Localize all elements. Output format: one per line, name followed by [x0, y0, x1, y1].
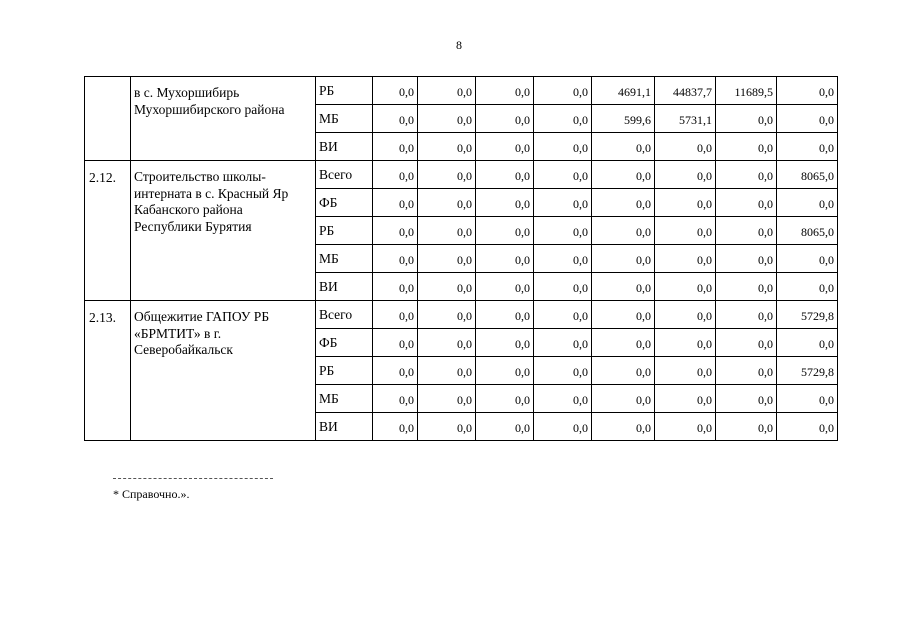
value-cell: 0,0 [373, 133, 418, 161]
funding-source: МБ [316, 105, 373, 133]
value-cell: 0,0 [716, 217, 777, 245]
value-cell: 0,0 [655, 385, 716, 413]
value-cell: 599,6 [592, 105, 655, 133]
value-cell: 0,0 [534, 329, 592, 357]
value-cell: 0,0 [476, 413, 534, 441]
funding-source: Всего [316, 161, 373, 189]
value-cell: 0,0 [418, 217, 476, 245]
value-cell: 0,0 [418, 133, 476, 161]
value-cell: 0,0 [373, 77, 418, 105]
value-cell: 0,0 [373, 413, 418, 441]
funding-source: МБ [316, 245, 373, 273]
value-cell: 0,0 [655, 357, 716, 385]
value-cell: 0,0 [534, 161, 592, 189]
value-cell: 0,0 [777, 189, 838, 217]
funding-source: РБ [316, 357, 373, 385]
value-cell: 8065,0 [777, 217, 838, 245]
value-cell: 0,0 [476, 189, 534, 217]
value-cell: 0,0 [716, 273, 777, 301]
value-cell: 0,0 [716, 245, 777, 273]
value-cell: 0,0 [418, 357, 476, 385]
value-cell: 0,0 [476, 217, 534, 245]
value-cell: 0,0 [716, 105, 777, 133]
funding-source: РБ [316, 217, 373, 245]
value-cell: 0,0 [777, 245, 838, 273]
value-cell: 0,0 [716, 133, 777, 161]
value-cell: 0,0 [777, 273, 838, 301]
value-cell: 0,0 [592, 301, 655, 329]
item-name: в с. Мухоршибирь Мухоршибирского района [131, 77, 316, 161]
funding-source: ВИ [316, 413, 373, 441]
value-cell: 0,0 [534, 301, 592, 329]
value-cell: 0,0 [777, 77, 838, 105]
value-cell: 5729,8 [777, 357, 838, 385]
value-cell: 0,0 [418, 161, 476, 189]
value-cell: 4691,1 [592, 77, 655, 105]
value-cell: 0,0 [373, 189, 418, 217]
value-cell: 0,0 [476, 245, 534, 273]
funding-source: МБ [316, 385, 373, 413]
funding-source: ВИ [316, 133, 373, 161]
value-cell: 0,0 [592, 357, 655, 385]
value-cell: 0,0 [655, 273, 716, 301]
value-cell: 0,0 [655, 189, 716, 217]
page-number: 8 [456, 38, 462, 52]
item-code: 2.12. [85, 161, 131, 301]
funding-table [84, 76, 838, 441]
item-name: Строительство школы-интерната в с. Красный Яр Кабанского района Республики Бурятия [131, 161, 316, 301]
value-cell: 0,0 [373, 105, 418, 133]
value-cell: 0,0 [373, 161, 418, 189]
value-cell: 0,0 [476, 77, 534, 105]
table-row [85, 301, 838, 329]
value-cell: 0,0 [418, 385, 476, 413]
value-cell: 0,0 [716, 329, 777, 357]
item-name: Общежитие ГАПОУ РБ «БРМТИТ» в г. Северобайкальск [131, 301, 316, 441]
funding-source: РБ [316, 77, 373, 105]
value-cell: 0,0 [716, 385, 777, 413]
value-cell: 0,0 [655, 245, 716, 273]
value-cell: 0,0 [534, 189, 592, 217]
value-cell: 0,0 [592, 189, 655, 217]
table-row [85, 161, 838, 189]
value-cell: 0,0 [655, 217, 716, 245]
value-cell: 11689,5 [716, 77, 777, 105]
value-cell: 0,0 [716, 161, 777, 189]
value-cell: 0,0 [777, 413, 838, 441]
value-cell: 0,0 [592, 217, 655, 245]
value-cell: 0,0 [476, 133, 534, 161]
value-cell: 0,0 [418, 105, 476, 133]
value-cell: 0,0 [534, 245, 592, 273]
value-cell: 0,0 [418, 273, 476, 301]
table-row [85, 77, 838, 105]
value-cell: 0,0 [373, 217, 418, 245]
value-cell: 0,0 [418, 77, 476, 105]
value-cell: 0,0 [476, 161, 534, 189]
value-cell: 0,0 [373, 301, 418, 329]
funding-source: ФБ [316, 329, 373, 357]
value-cell: 0,0 [716, 301, 777, 329]
value-cell: 0,0 [592, 161, 655, 189]
funding-source: Всего [316, 301, 373, 329]
value-cell: 0,0 [476, 301, 534, 329]
value-cell: 0,0 [476, 105, 534, 133]
value-cell: 0,0 [373, 329, 418, 357]
value-cell: 0,0 [476, 357, 534, 385]
value-cell: 0,0 [476, 273, 534, 301]
value-cell: 0,0 [592, 133, 655, 161]
value-cell: 5729,8 [777, 301, 838, 329]
funding-source: ФБ [316, 189, 373, 217]
value-cell: 0,0 [777, 329, 838, 357]
value-cell: 0,0 [655, 329, 716, 357]
value-cell: 0,0 [534, 133, 592, 161]
value-cell: 0,0 [777, 385, 838, 413]
value-cell: 0,0 [534, 357, 592, 385]
value-cell: 0,0 [418, 413, 476, 441]
value-cell: 0,0 [373, 385, 418, 413]
value-cell: 0,0 [777, 105, 838, 133]
value-cell: 0,0 [534, 413, 592, 441]
value-cell: 0,0 [534, 385, 592, 413]
value-cell: 0,0 [592, 245, 655, 273]
value-cell: 0,0 [592, 385, 655, 413]
value-cell: 0,0 [716, 357, 777, 385]
value-cell: 0,0 [534, 217, 592, 245]
value-cell: 44837,7 [655, 77, 716, 105]
value-cell: 0,0 [418, 301, 476, 329]
value-cell: 0,0 [592, 273, 655, 301]
value-cell: 0,0 [476, 329, 534, 357]
value-cell: 0,0 [418, 329, 476, 357]
value-cell: 0,0 [655, 133, 716, 161]
value-cell: 0,0 [655, 413, 716, 441]
item-code: 2.13. [85, 301, 131, 441]
value-cell: 0,0 [373, 273, 418, 301]
value-cell: 0,0 [534, 105, 592, 133]
value-cell: 0,0 [592, 413, 655, 441]
value-cell: 0,0 [476, 385, 534, 413]
value-cell: 0,0 [418, 189, 476, 217]
funding-source: ВИ [316, 273, 373, 301]
item-code [85, 77, 131, 161]
value-cell: 0,0 [418, 245, 476, 273]
value-cell: 0,0 [655, 161, 716, 189]
value-cell: 0,0 [655, 301, 716, 329]
footnote-separator [113, 478, 273, 479]
value-cell: 5731,1 [655, 105, 716, 133]
value-cell: 0,0 [777, 133, 838, 161]
value-cell: 8065,0 [777, 161, 838, 189]
value-cell: 0,0 [716, 189, 777, 217]
value-cell: 0,0 [592, 329, 655, 357]
footnote: * Справочно.». [113, 487, 190, 501]
value-cell: 0,0 [716, 413, 777, 441]
value-cell: 0,0 [534, 273, 592, 301]
value-cell: 0,0 [373, 357, 418, 385]
value-cell: 0,0 [373, 245, 418, 273]
value-cell: 0,0 [534, 77, 592, 105]
